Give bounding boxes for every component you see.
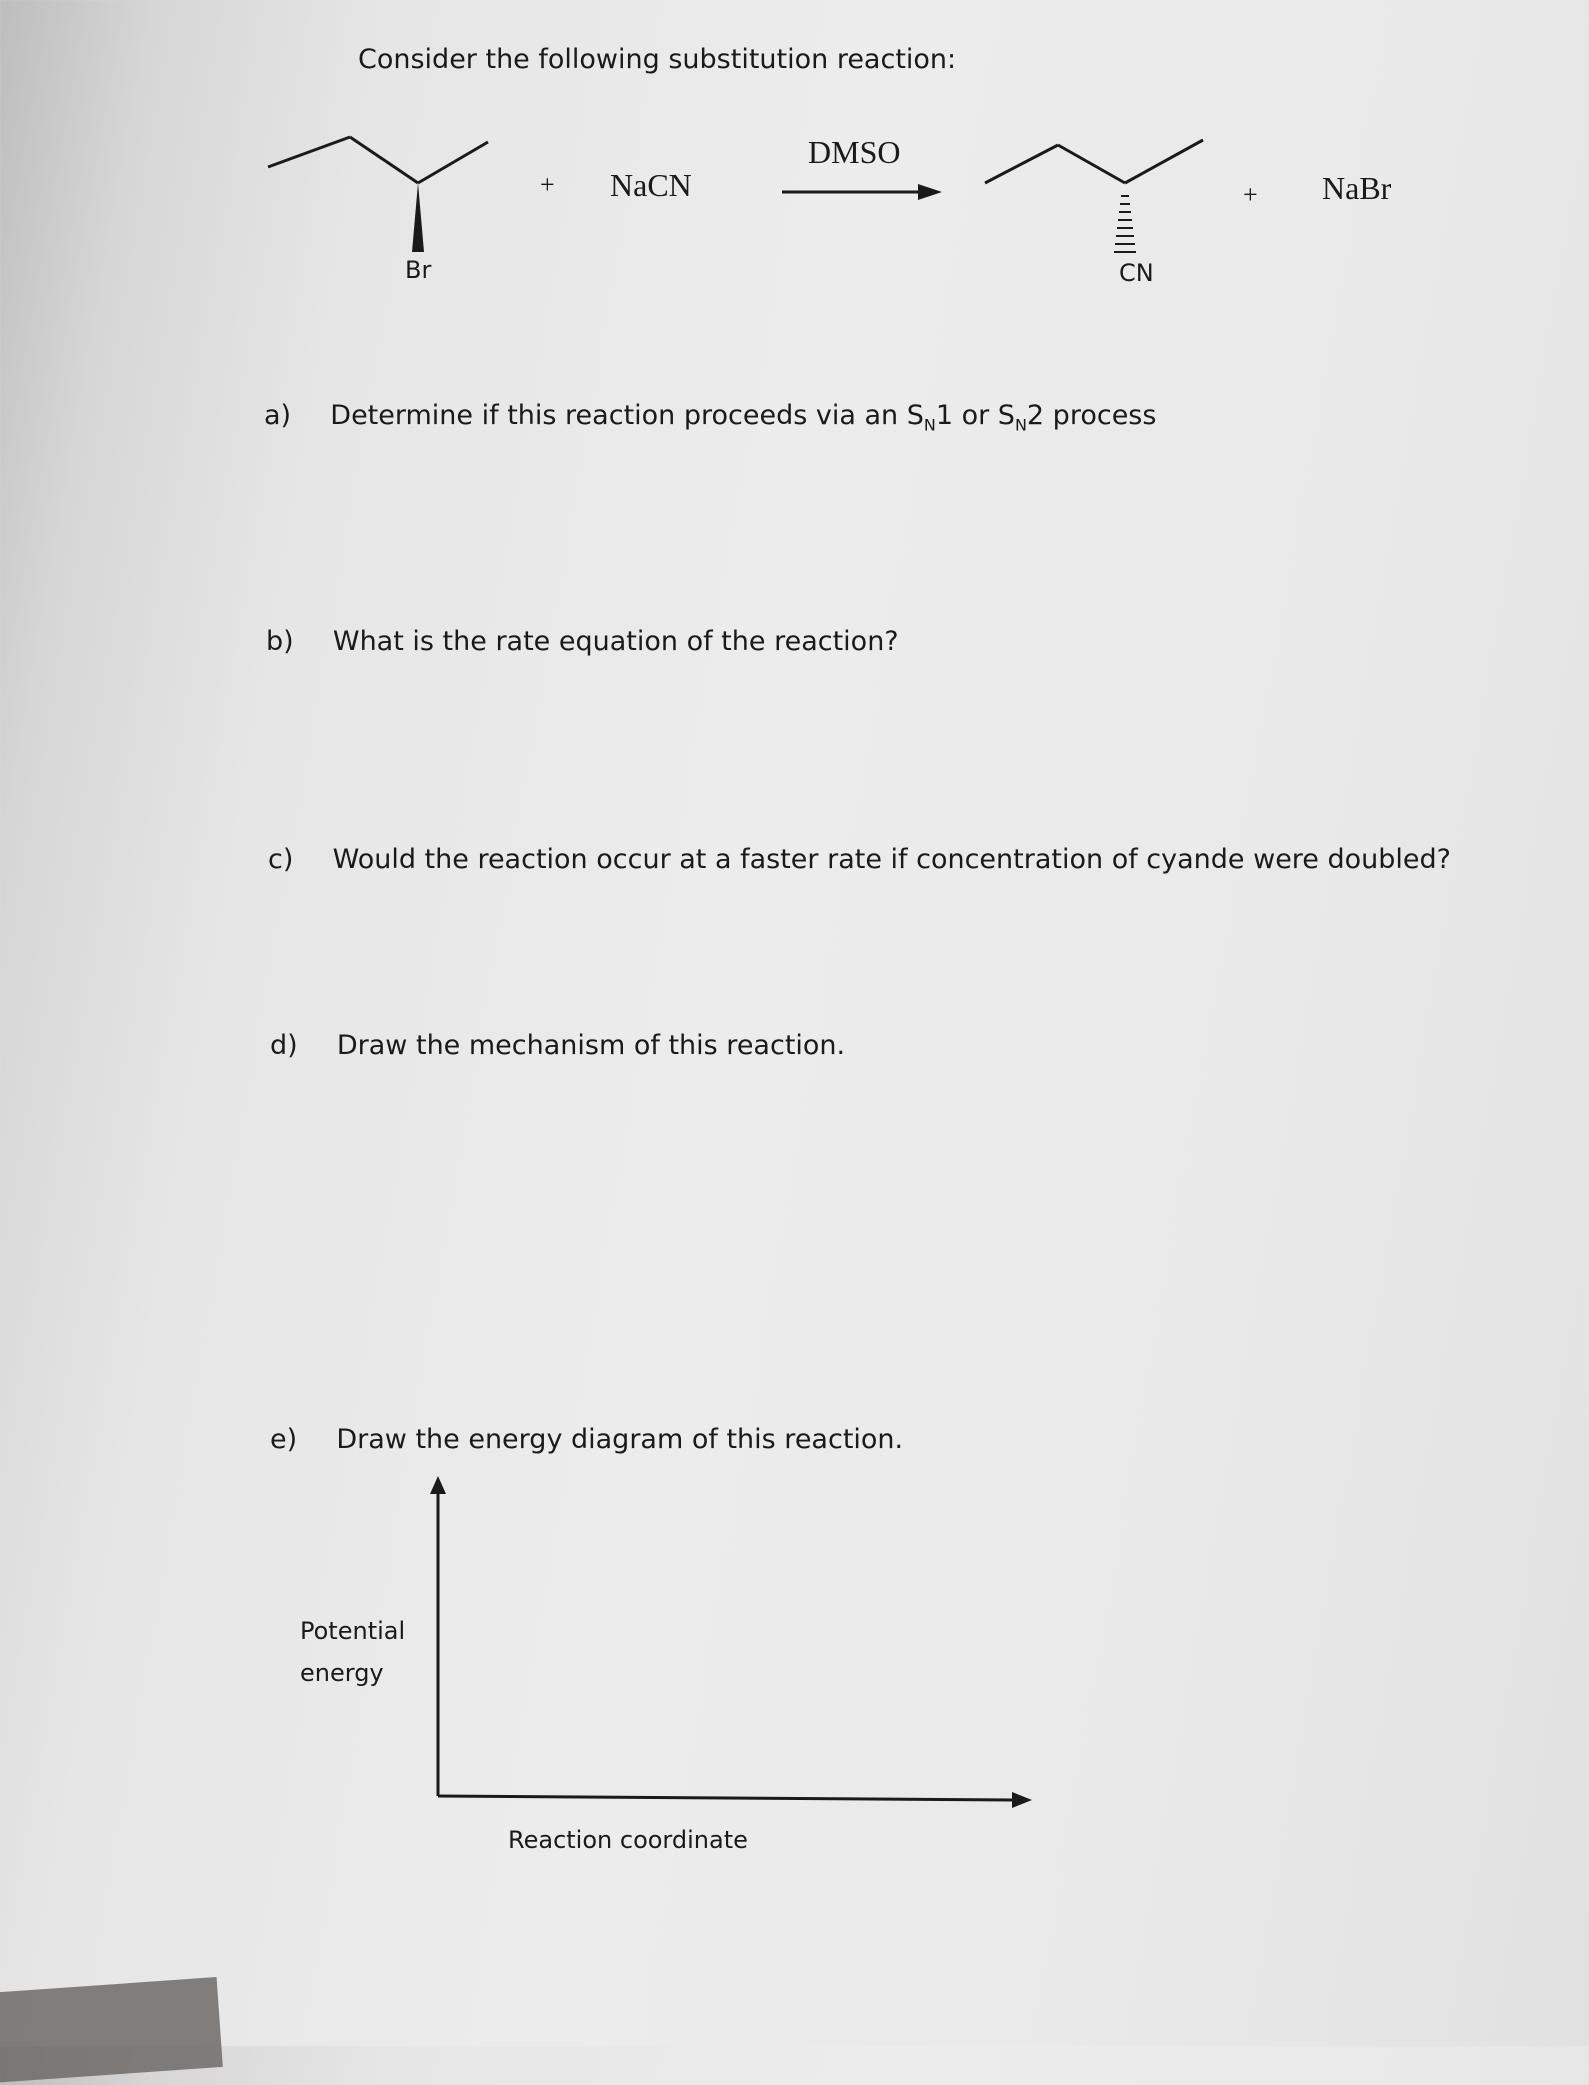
question-b-text: What is the rate equation of the reaction? <box>332 626 899 657</box>
y-axis-label-line2: energy <box>300 1659 384 1687</box>
question-a-sub1: N <box>923 415 936 435</box>
question-a <box>264 400 1156 434</box>
question-a-text-post: 2 process <box>1026 400 1157 431</box>
plus-sign-1: + <box>540 170 555 199</box>
question-d-text: Draw the mechanism of this reaction. <box>336 1030 846 1061</box>
question-b-letter: b) <box>266 626 294 657</box>
question-d-letter: d) <box>270 1030 298 1061</box>
question-a-letter: a) <box>264 400 292 431</box>
reagent-label: NaCN <box>610 167 692 203</box>
question-a-text-pre: Determine if this reaction proceeds via an S <box>330 400 924 431</box>
question-e-text: Draw the energy diagram of this reaction. <box>336 1424 904 1455</box>
plus-sign-2: + <box>1243 180 1258 209</box>
question-d <box>270 1030 845 1061</box>
hashed-bond <box>1114 196 1136 252</box>
question-e-letter: e) <box>270 1424 298 1455</box>
question-e <box>270 1424 903 1455</box>
solvent-label: DMSO <box>808 134 901 170</box>
question-c-text: Would the reaction occur at a faster rate if concentration of cyande were doubled? <box>332 844 1451 875</box>
nucleophile-label: CN <box>1119 259 1154 287</box>
reaction-scheme <box>0 0 1589 320</box>
product-structure <box>985 140 1203 183</box>
y-axis-label-line1: Potential <box>300 1617 406 1645</box>
question-c <box>268 844 1451 875</box>
question-b <box>266 626 899 657</box>
reactant-structure <box>268 137 488 183</box>
y-axis-label <box>300 1610 405 1694</box>
wedge-bond <box>412 183 424 252</box>
reaction-arrow <box>782 184 942 200</box>
question-a-sub2: N <box>1014 415 1027 435</box>
question-c-letter: c) <box>268 844 294 875</box>
question-a-mid: 1 or S <box>935 400 1015 431</box>
x-axis-label: Reaction coordinate <box>508 1826 748 1854</box>
byproduct-label: NaBr <box>1322 170 1392 206</box>
page-title: Consider the following substitution reaction: <box>358 44 957 75</box>
leaving-group-label: Br <box>405 256 432 284</box>
page-corner-shadow <box>0 1977 223 2085</box>
